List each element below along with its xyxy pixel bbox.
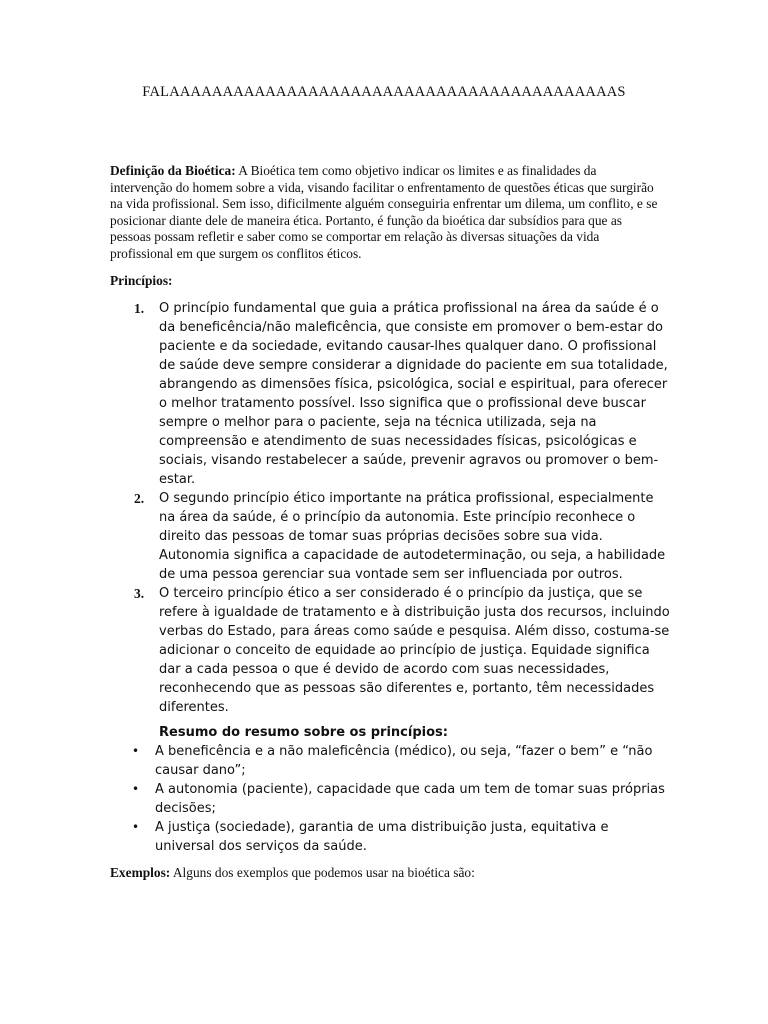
list-item-text: A beneficência e a não maleficência (médico), ou seja, “fazer o bem” e “não causar dano”; [155, 744, 653, 778]
document-title: FALAAAAAAAAAAAAAAAAAAAAAAAAAAAAAAAAAAAAAAAAAAS [142, 84, 626, 100]
summary-heading: Resumo do resumo sobre os princípios: [159, 725, 448, 740]
examples-paragraph [110, 865, 658, 882]
examples-text: Alguns dos exemplos que podemos usar na bioética são: [170, 865, 475, 880]
list-item-text: O terceiro princípio ético a ser considerado é o princípio da justiça, que se refere à igualdade de tratamento e à distribuição justa dos recursos, incluindo verbas do Estado, para áreas como saúde e pesquisa. Além disso, costuma-se adicionar o conceito de equidade ao princípio de justiça. Equidade significa dar a cada pessoa o que é devido de acordo com suas necessidades, reconhecendo que as pessoas são diferentes e, portanto, têm necessidades diferentes. [159, 586, 670, 715]
list-item [110, 780, 670, 818]
list-item [110, 489, 670, 584]
summary-list [110, 742, 670, 856]
list-item-number: 1. [134, 301, 145, 316]
bullet-icon: • [132, 782, 140, 796]
list-item [110, 818, 670, 856]
list-item [110, 299, 670, 489]
examples-label: Exemplos: [110, 865, 171, 880]
definition-text: A Bioética tem como objetivo indicar os limites e as finalidades da intervenção do homem sobre a vida, visando facilitar o enfrentamento de questões éticas que surgirão na vida profissional. Sem isso, dificilmente alguém conseguiria enfrentar um dilema, um conflito, e se posicionar diante dele de maneira ética. Portanto, é função da bioética dar subsídios para que as pessoas possam refletir e saber como se comportar em relação às diversas situações da vida profissional em que surgem os conflitos éticos. [110, 163, 658, 261]
bullet-icon: • [132, 820, 140, 834]
list-item [110, 584, 670, 717]
list-item [110, 742, 670, 780]
definition-label: Definição da Bioética: [110, 163, 236, 178]
bullet-icon: • [132, 744, 140, 758]
list-item-text: O princípio fundamental que guia a prática profissional na área da saúde é o da beneficência/não maleficência, que consiste em promover o bem-estar do paciente e da sociedade, evitando causar-lhes qualquer dano. O profissional de saúde deve sempre considerar a dignidade do paciente em sua totalidade, abrangendo as dimensões física, psicológica, social e espiritual, para oferecer o melhor tratamento possível. Isso significa que o profissional deve buscar sempre o melhor para o paciente, seja na técnica utilizada, seja na compreensão e atendimento de suas necessidades físicas, psicológicas e sociais, visando restabelecer a saúde, prevenir agravos ou promover o bem-estar. [159, 301, 668, 487]
list-item-number: 2. [134, 491, 145, 506]
principles-heading: Princípios: [110, 273, 173, 288]
principles-list [110, 299, 670, 717]
list-item-number: 3. [134, 586, 145, 601]
list-item-text: O segundo princípio ético importante na prática profissional, especialmente na área da saúde, é o princípio da autonomia. Este princípio reconhece o direito das pessoas de tomar suas próprias decisões sobre sua vida. Autonomia significa a capacidade de autodeterminação, ou seja, a habilidade de uma pessoa gerenciar sua vontade sem ser influenciada por outros. [159, 491, 666, 582]
definition-paragraph [110, 163, 658, 262]
list-item-text: A autonomia (paciente), capacidade que cada um tem de tomar suas próprias decisões; [155, 782, 665, 816]
list-item-text: A justiça (sociedade), garantia de uma distribuição justa, equitativa e universal dos serviços da saúde. [155, 820, 609, 854]
